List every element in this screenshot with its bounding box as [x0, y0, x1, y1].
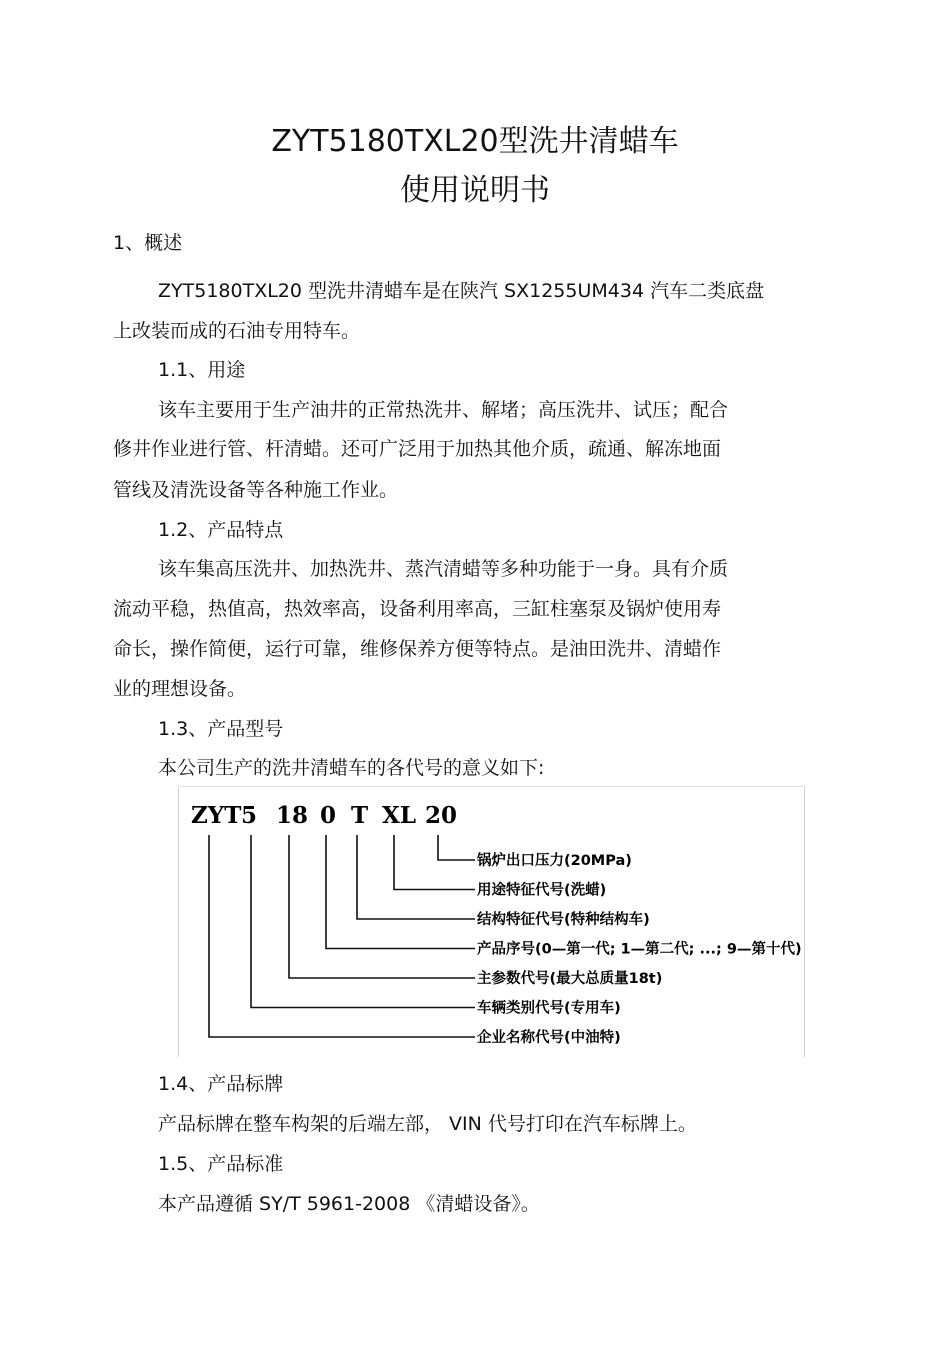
section-1-2-paragraph-line: 业的理想设备。	[113, 678, 247, 700]
section-1-2-paragraph-line: 命长，操作简便，运行可靠，维修保养方便等特点。是油田洗井、清蜡作	[113, 638, 722, 660]
model-code-leader-line	[438, 835, 475, 860]
model-code-part: ZYT	[191, 802, 242, 829]
section-1-4-paragraph: 产品标牌在整车构架的后端左部， VIN 代号打印在汽车标牌上。	[158, 1113, 697, 1135]
model-code-meaning: 用途特征代号(洗蜡)	[477, 882, 607, 899]
section-1-2-paragraph-line: 流动平稳，热值高，热效率高，设备利用率高，三缸柱塞泵及锅炉使用寿	[113, 598, 722, 620]
section-1-1-paragraph-line: 该车主要用于生产油井的正常热洗井、解堵；高压洗井、试压；配合	[158, 399, 729, 421]
document-title: ZYT5180TXL20型洗井清蜡车	[271, 124, 679, 159]
section-1-heading: 1、概述	[113, 232, 183, 254]
model-code-part: 20	[425, 802, 458, 829]
section-1-2-paragraph-line: 该车集高压洗井、加热洗井、蒸汽清蜡等多种功能于一身。具有介质	[158, 558, 729, 580]
section-1-paragraph-line: 上改装而成的石油专用特车。	[113, 320, 361, 342]
model-code-part: XL	[382, 802, 417, 829]
section-1-paragraph-line: ZYT5180TXL20 型洗井清蜡车是在陕汽 SX1255UM434 汽车二类底盘	[158, 280, 765, 302]
model-code-diagram-svg	[179, 787, 804, 1057]
model-code-meaning: 车辆类别代号(专用车)	[477, 1000, 621, 1017]
model-code-meaning: 企业名称代号(中油特)	[477, 1030, 621, 1046]
model-code-meaning: 锅炉出口压力(20MPa)	[477, 853, 632, 869]
model-code-leader-line	[251, 835, 475, 1008]
model-code-leader-line	[357, 835, 475, 919]
model-code-part: T	[351, 802, 369, 829]
section-1-5-heading: 1.5、产品标准	[158, 1153, 284, 1175]
model-code-leader-line	[289, 835, 475, 978]
model-code-diagram	[178, 786, 805, 1057]
model-code-leader-line	[326, 835, 475, 949]
section-1-4-heading: 1.4、产品标牌	[158, 1073, 284, 1095]
model-code-part: 18	[276, 802, 309, 829]
model-code-meaning: 产品序号(0—第一代; 1—第二代; ...; 9—第十代)	[477, 941, 802, 958]
section-1-2-heading: 1.2、产品特点	[158, 519, 284, 541]
model-code-part: 0	[320, 802, 337, 829]
section-1-1-paragraph-line: 管线及清洗设备等各种施工作业。	[113, 479, 399, 501]
section-1-1-heading: 1.1、用途	[158, 359, 246, 381]
model-code-leader-line	[394, 835, 475, 890]
section-1-5-paragraph: 本产品遵循 SY/T 5961-2008 《清蜡设备》。	[158, 1193, 540, 1215]
section-1-1-paragraph-line: 修井作业进行管、杆清蜡。还可广泛用于加热其他介质，疏通、解冻地面	[113, 438, 722, 460]
section-1-3-intro: 本公司生产的洗井清蜡车的各代号的意义如下:	[158, 757, 545, 779]
model-code-meaning: 主参数代号(最大总质量18t)	[477, 971, 663, 987]
model-code-meaning: 结构特征代号(特种结构车)	[477, 912, 650, 928]
model-code-part: 5	[241, 802, 258, 829]
section-1-3-heading: 1.3、产品型号	[158, 718, 284, 740]
document-subtitle: 使用说明书	[400, 173, 550, 208]
